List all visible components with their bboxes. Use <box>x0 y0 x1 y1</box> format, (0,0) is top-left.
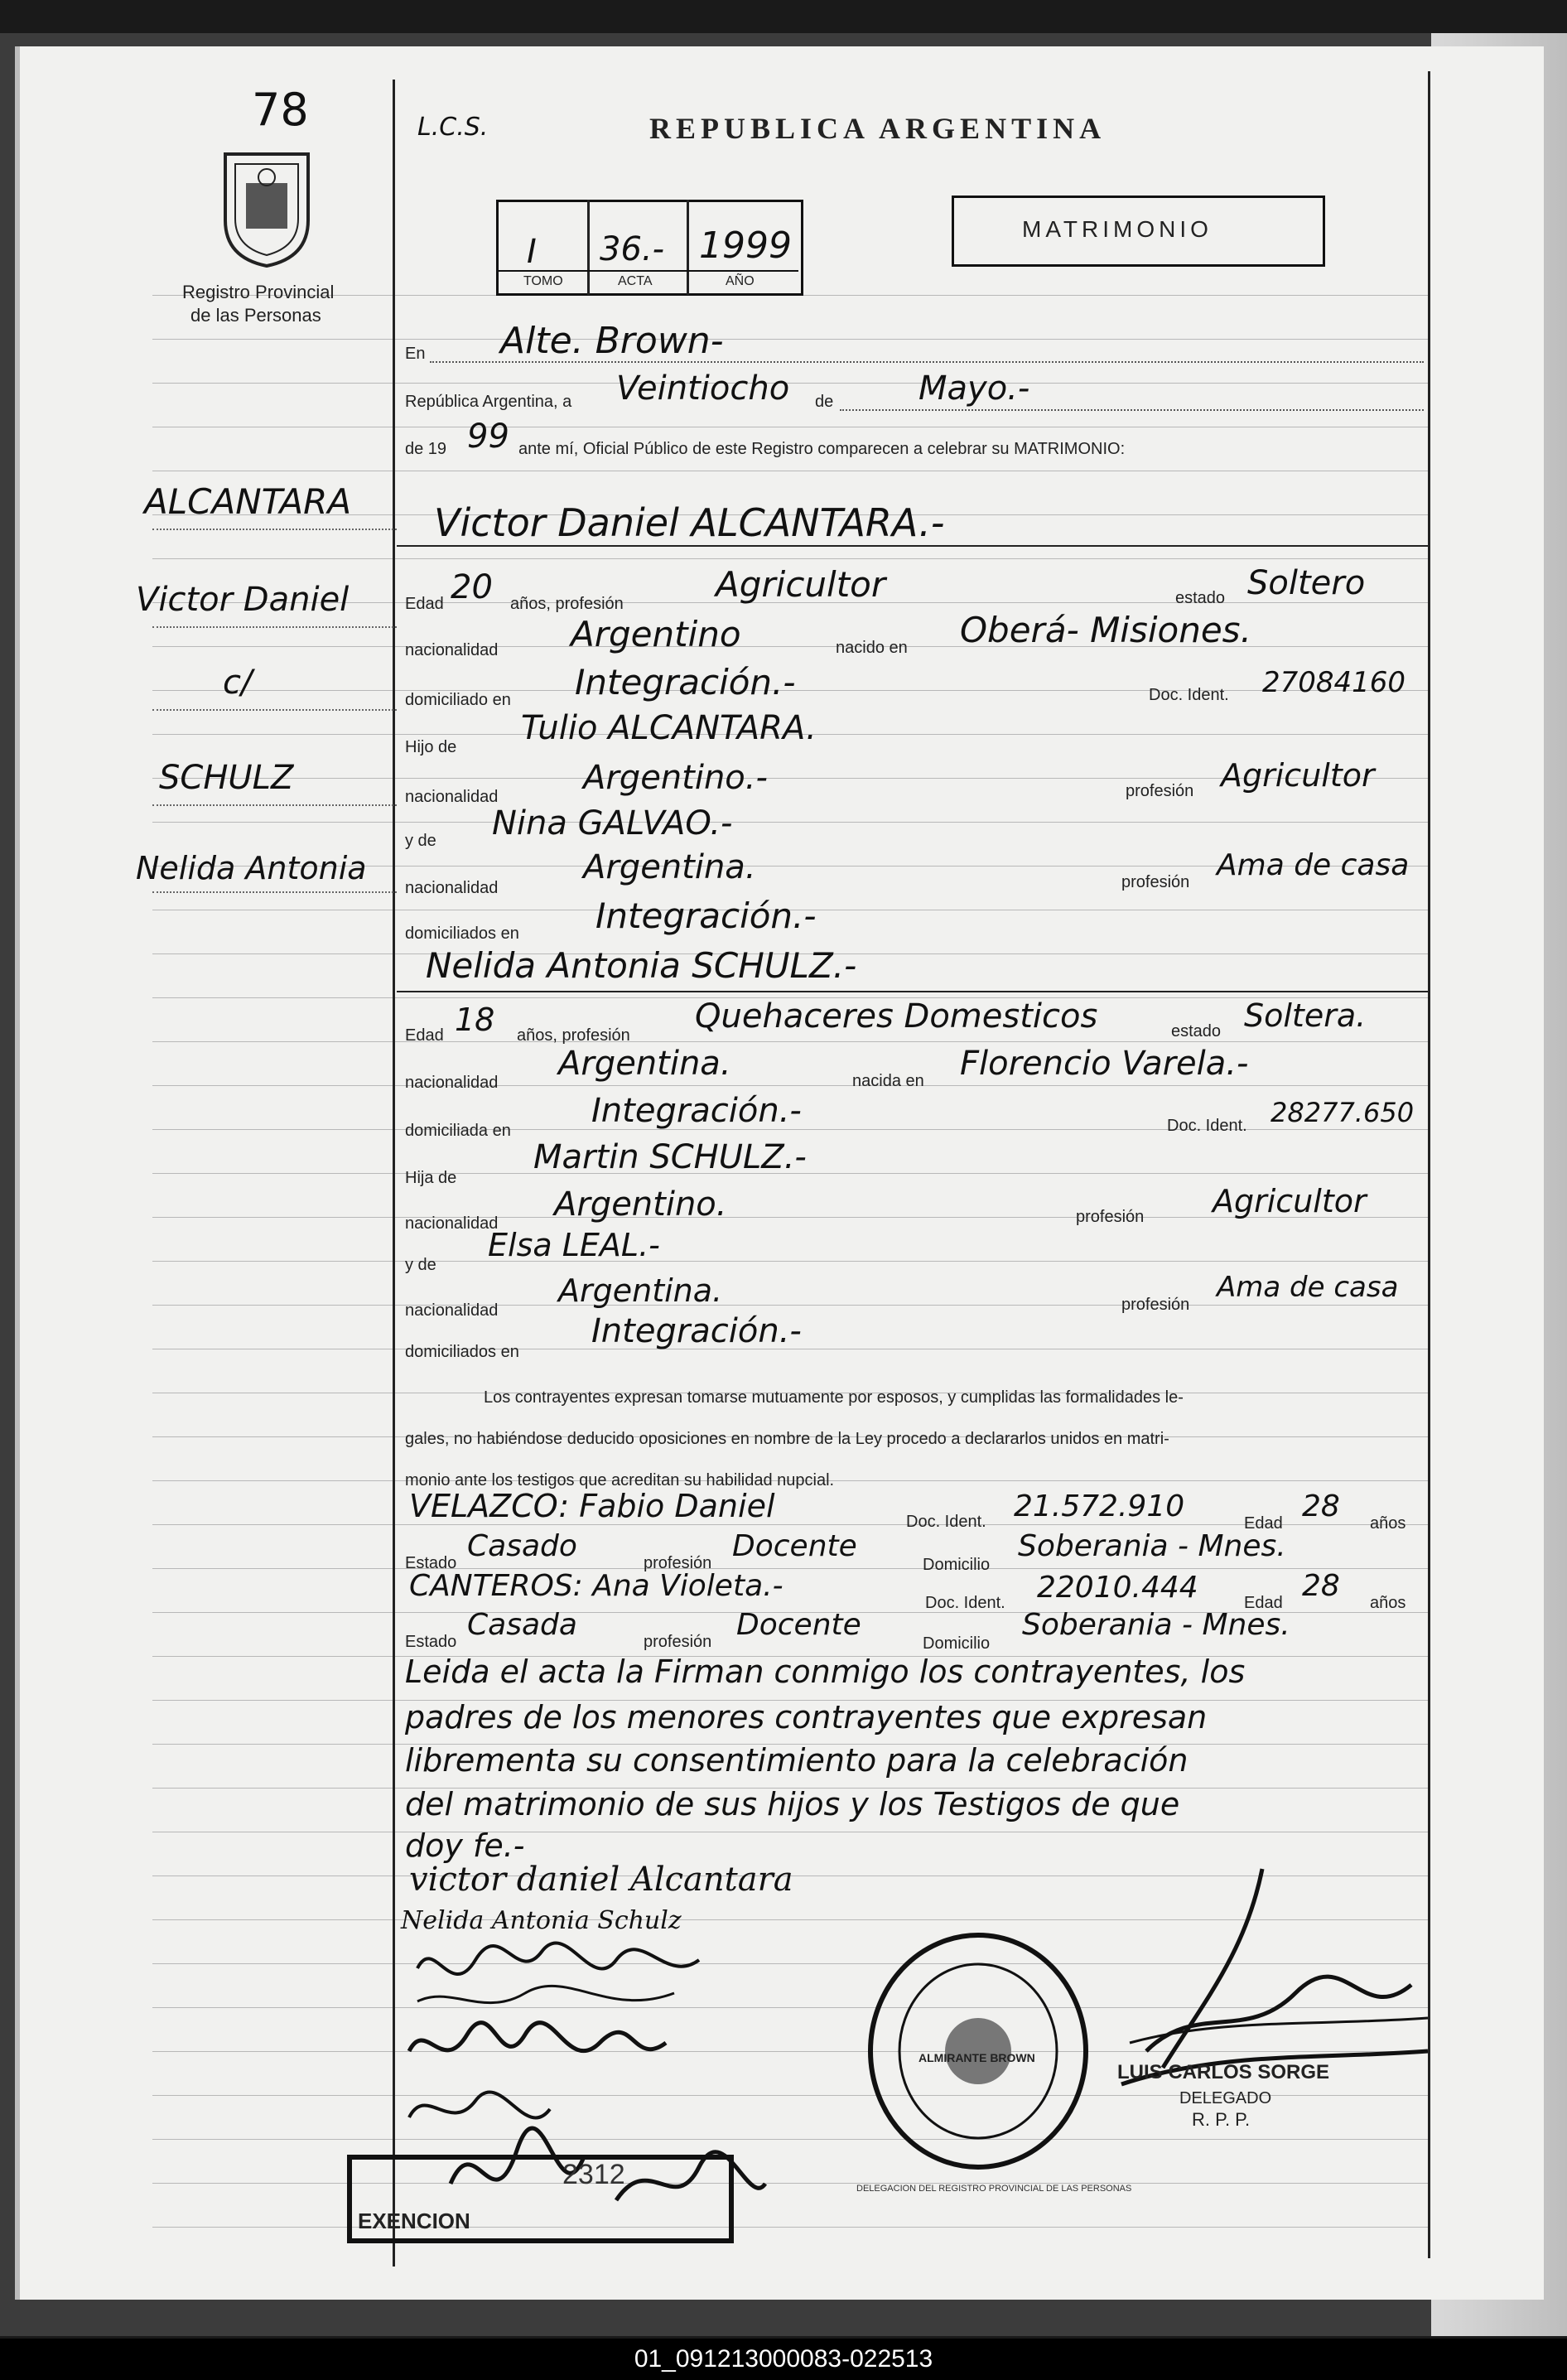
note-line-4: del matrimonio de sus hijos y los Testigos de que <box>405 1786 1180 1822</box>
label-domiciliado: domiciliado en <box>405 691 511 709</box>
groom-father: Tulio ALCANTARA. <box>521 709 817 747</box>
acta-label: ACTA <box>618 274 653 288</box>
bride-mother-nationality: Argentina. <box>558 1272 723 1309</box>
registry-name-line2: de las Personas <box>190 305 321 326</box>
witness-2-doc: 22010.444 <box>1037 1571 1198 1605</box>
tomo-label: TOMO <box>523 274 563 288</box>
ruled-line <box>152 1305 1428 1306</box>
label-edad: Edad <box>405 595 444 613</box>
groom-profession: Agricultor <box>716 564 886 605</box>
witness-2-domicile: Soberania - Mnes. <box>1022 1608 1290 1642</box>
label-domiciliada: domiciliada en <box>405 1122 511 1140</box>
label-profesion: profesión <box>644 1633 712 1651</box>
ruled-line <box>152 1524 1428 1525</box>
label-doc: Doc. Ident. <box>925 1594 1005 1612</box>
bride-parents-address: Integración.- <box>591 1312 802 1350</box>
ruled-line <box>152 1085 1428 1086</box>
page-number: 78 <box>252 84 309 136</box>
signature-bride: Nelida Antonia Schulz <box>401 1906 682 1935</box>
registry-stamp-center: ALMIRANTE BROWN <box>919 2051 1035 2064</box>
label-yde: y de <box>405 832 436 850</box>
groom-age: 20 <box>451 568 493 606</box>
margin-divider <box>393 80 395 2267</box>
box-divider <box>587 200 590 295</box>
groom-father-nationality: Argentino.- <box>583 759 768 797</box>
country-title: REPUBLICA ARGENTINA <box>649 112 1107 145</box>
provincial-seal-icon <box>209 146 325 270</box>
day-value: Veintiocho <box>616 369 790 408</box>
acta-value: 36.- <box>600 230 665 268</box>
label-domiciliados: domiciliados en <box>405 1343 519 1361</box>
groom-mother-profession: Ama de casa <box>1217 848 1410 882</box>
label-doc: Doc. Ident. <box>1167 1117 1247 1135</box>
groom-nationality: Argentino <box>571 614 741 654</box>
label-doc: Doc. Ident. <box>906 1513 986 1531</box>
bride-age: 18 <box>455 1002 495 1038</box>
ruled-line <box>152 822 1428 823</box>
witness-2-age: 28 <box>1302 1569 1340 1603</box>
official-title: DELEGADO <box>1179 2089 1272 2107</box>
margin-rule <box>152 709 397 711</box>
official-name: LUIS CARLOS SORGE <box>1117 2061 1330 2083</box>
witness-1-age: 28 <box>1302 1489 1340 1523</box>
label-nacido: nacido en <box>836 639 908 657</box>
year-value: 99 <box>467 418 509 456</box>
witness-1-status: Casado <box>467 1529 577 1563</box>
margin-rule <box>152 891 397 893</box>
document-page <box>15 46 1544 2300</box>
groom-status: Soltero <box>1247 564 1366 602</box>
label-nacionalidad: nacionalidad <box>405 879 499 897</box>
ruled-line <box>152 1568 1428 1569</box>
label-nacionalidad: nacionalidad <box>405 1301 499 1320</box>
label-anos-profesion: años, profesión <box>517 1026 630 1045</box>
place-value: Alte. Brown- <box>500 320 724 362</box>
label-domicilio: Domicilio <box>923 1556 991 1574</box>
document-type: MATRIMONIO <box>1022 216 1213 242</box>
label-estado: estado <box>1175 589 1226 607</box>
note-line-2: padres de los menores contrayentes que expresan <box>405 1699 1208 1736</box>
margin-rule <box>152 804 397 806</box>
section-rule <box>397 545 1428 547</box>
label-estado: Estado <box>405 1554 457 1572</box>
label-nacionalidad: nacionalidad <box>405 641 499 659</box>
witness-1-domicile: Soberania - Mnes. <box>1018 1529 1286 1563</box>
scan-id-footer: 01_091213000083-022513 <box>0 2339 1567 2380</box>
margin-rule <box>152 626 397 628</box>
witness-1-name: VELAZCO: Fabio Daniel <box>409 1488 775 1524</box>
box-divider <box>687 200 689 295</box>
label-anos-profesion: años, profesión <box>510 595 624 613</box>
ruled-line <box>152 1261 1428 1262</box>
ruled-line <box>152 558 1428 559</box>
label-de19: de 19 <box>405 440 447 458</box>
ruled-line <box>152 339 1428 340</box>
exencion-label: EXENCION <box>358 2209 470 2233</box>
label-profesion: profesión <box>1121 873 1190 891</box>
margin-given-name-2: Nelida Antonia <box>136 850 367 886</box>
section-rule <box>397 991 1428 992</box>
label-profesion: profesión <box>1121 1296 1190 1314</box>
witness-2-profession: Docente <box>736 1608 861 1642</box>
margin-surname-1: ALCANTARA <box>144 481 352 522</box>
ruled-line <box>152 1041 1428 1042</box>
margin-conjunction: c/ <box>223 664 253 702</box>
label-de: de <box>815 393 834 411</box>
label-nacionalidad: nacionalidad <box>405 788 499 806</box>
witness-1-doc: 21.572.910 <box>1014 1489 1185 1523</box>
label-domiciliados: domiciliados en <box>405 924 519 943</box>
groom-doc: 27084160 <box>1262 666 1406 699</box>
label-estado: Estado <box>405 1633 457 1651</box>
label-hijo: Hijo de <box>405 738 457 756</box>
bride-doc: 28277.650 <box>1270 1097 1415 1128</box>
label-profesion: profesión <box>644 1554 712 1572</box>
witness-2-status: Casada <box>467 1608 577 1642</box>
bride-address: Integración.- <box>591 1092 802 1130</box>
label-nacida: nacida en <box>852 1072 924 1090</box>
label-ante: ante mí, Oficial Público de este Registro comparecen a celebrar su MATRIMONIO: <box>518 440 1126 458</box>
bride-father-profession: Agricultor <box>1213 1183 1367 1219</box>
label-profesion: profesión <box>1126 782 1194 800</box>
bride-mother-profession: Ama de casa <box>1217 1271 1399 1304</box>
note-line-1: Leida el acta la Firman conmigo los contrayentes, los <box>405 1653 1246 1690</box>
margin-rule <box>152 529 397 530</box>
clerk-initials: L.C.S. <box>417 113 489 142</box>
bride-father: Martin SCHULZ.- <box>533 1138 807 1176</box>
bride-birthplace: Florencio Varela.- <box>960 1045 1249 1083</box>
ano-value: 1999 <box>699 224 792 267</box>
registry-stamp-text: DELEGACION DEL REGISTRO PROVINCIAL DE LAS PERSONAS <box>856 2184 1132 2194</box>
label-edad: Edad <box>1244 1594 1283 1612</box>
label-yde: y de <box>405 1256 436 1274</box>
groom-father-profession: Agricultor <box>1221 757 1375 794</box>
declaration-line-3: monio ante los testigos que acreditan su habilidad nupcial. <box>405 1471 835 1489</box>
witness-2-name: CANTEROS: Ana Violeta.- <box>409 1569 784 1603</box>
signature-groom: victor daniel Alcantara <box>409 1861 793 1899</box>
field-line <box>840 409 1424 411</box>
declaration-line-2: gales, no habiéndose deducido oposiciones en nombre de la Ley procedo a declararlos unidos en matri- <box>405 1430 1169 1448</box>
groom-mother: Nina GALVAO.- <box>492 804 733 842</box>
bride-mother: Elsa LEAL.- <box>488 1227 660 1263</box>
label-profesion: profesión <box>1076 1208 1145 1226</box>
groom-mother-nationality: Argentina. <box>583 848 756 886</box>
witness-1-profession: Docente <box>732 1529 857 1563</box>
label-hija: Hija de <box>405 1169 457 1187</box>
margin-surname-2: SCHULZ <box>159 759 294 797</box>
margin-given-name-1: Victor Daniel <box>136 581 350 619</box>
declaration-line-1: Los contrayentes expresan tomarse mutuamente por esposos, y cumplidas las formalidades le- <box>484 1388 1184 1407</box>
label-edad: Edad <box>1244 1514 1283 1533</box>
bride-profession: Quehaceres Domesticos <box>695 997 1098 1036</box>
label-nacionalidad: nacionalidad <box>405 1214 499 1233</box>
groom-name: Victor Daniel ALCANTARA.- <box>434 500 945 545</box>
exencion-number: 2312 <box>562 2159 625 2190</box>
bride-status: Soltera. <box>1244 997 1367 1034</box>
label-anos: años <box>1370 1514 1406 1533</box>
label-estado: estado <box>1171 1022 1222 1040</box>
groom-parents-address: Integración.- <box>595 896 817 936</box>
bride-nationality: Argentina. <box>558 1045 731 1083</box>
tomo-value: I <box>527 233 537 271</box>
label-anos: años <box>1370 1594 1406 1612</box>
note-line-3: librementa su consentimiento para la celebración <box>405 1742 1189 1779</box>
label-republica: República Argentina, a <box>405 393 572 411</box>
label-edad: Edad <box>405 1026 444 1045</box>
bride-father-nationality: Argentino. <box>554 1185 727 1224</box>
ano-label: AÑO <box>726 274 755 288</box>
ruled-line <box>152 383 1428 384</box>
box-label-rule <box>499 270 798 272</box>
label-nacionalidad: nacionalidad <box>405 1074 499 1092</box>
bride-name: Nelida Antonia SCHULZ.- <box>426 945 857 986</box>
groom-birthplace: Oberá- Misiones. <box>960 610 1251 650</box>
month-value: Mayo.- <box>919 369 1030 408</box>
official-office: R. P. P. <box>1192 2109 1251 2130</box>
groom-address: Integración.- <box>575 662 796 702</box>
label-en: En <box>405 345 426 363</box>
note-line-5: doy fe.- <box>405 1827 525 1864</box>
label-doc: Doc. Ident. <box>1149 686 1229 704</box>
label-domicilio: Domicilio <box>923 1634 991 1653</box>
registry-name-line1: Registro Provincial <box>182 282 335 302</box>
